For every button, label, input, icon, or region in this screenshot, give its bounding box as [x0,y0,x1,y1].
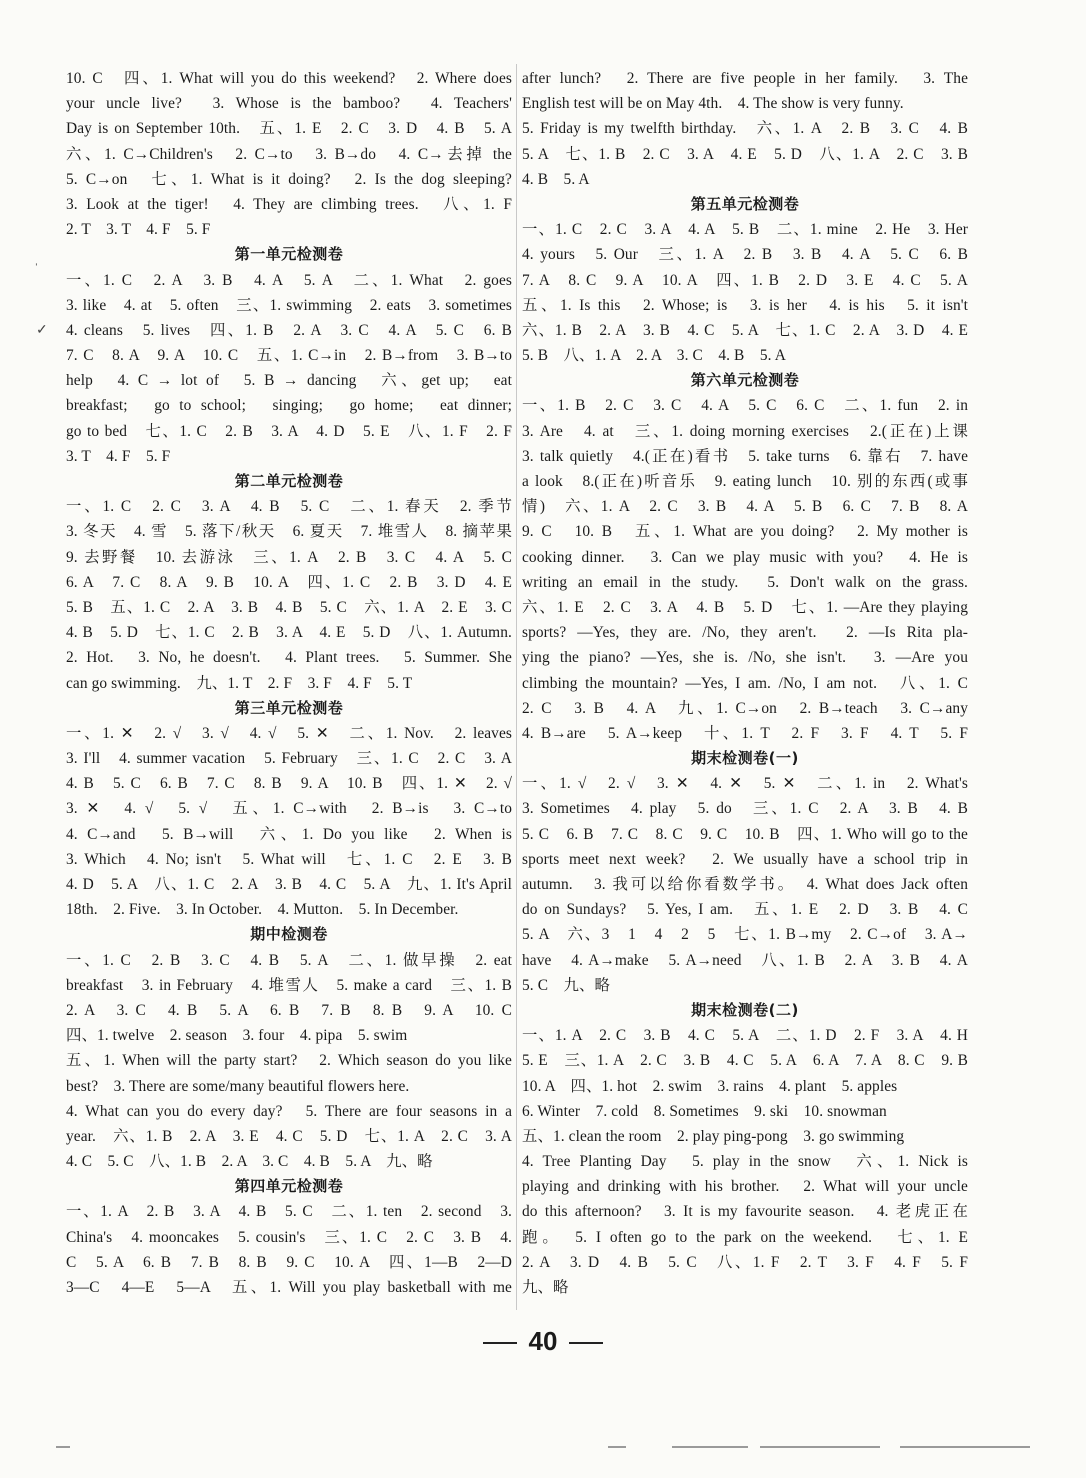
answer-line: do this afternoon? 3. It is my favourite season. 4. 老虎正在 [522,1203,968,1221]
section-heading: 第一单元检测卷 [234,245,344,264]
answer-line: 5. B 八、1. A 2. A 3. C 4. B 5. A [522,347,786,365]
answer-line: have 4. A→make 5. A→need 八、1. B 2. A 3. B 4. A [522,951,968,969]
right-column [522,66,968,1300]
answer-line: 一、1. C 2. C 3. A 4. B 5. C 二、1. 春天 2. 季节 [66,498,512,516]
answer-line: 一、1. ✕ 2. √ 3. √ 4. √ 5. ✕ 二、1. Nov. 2. leaves [66,724,512,742]
answer-line: 一、1. A 2. B 3. A 4. B 5. C 二、1. ten 2. second 3. [66,1203,512,1221]
answer-line: autumn. 3. 我可以给你看数学书。 4. What does Jack often [522,876,968,893]
answer-line: C 5. A 6. B 7. B 8. B 9. C 10. A 四、1—B 2—D [66,1253,512,1271]
answer-line: 2. C 3. B 4. A 九、1. C→on 2. B→teach 3. C→any [522,699,968,717]
answer-line: a look 8.(正在)听音乐 9. eating lunch 10. 别的东西(或事 [522,473,968,490]
answer-line: Day is on September 10th. 五、1. E 2. C 3. D 4. B 5. A [66,120,512,138]
answer-line: your uncle live? 3. Whose is the bamboo? 4. Teachers' [66,95,512,113]
answer-line: English test will be on May 4th. 4. The show is very funny. [522,95,904,113]
answer-line: 5. E 三、1. A 2. C 3. B 4. C 5. A 6. A 7. A 8. C 9. B [522,1052,968,1070]
answer-line: 5. C 九、略 [522,976,611,994]
answer-line: 9. 去野餐 10. 去游泳 三、1. A 2. B 3. C 4. A 5. C [66,548,512,566]
answer-line: 5. A 六、3 1 4 2 5 七、1. B→my 2. C→of 3. A→ [522,926,968,944]
answer-line: sports meet next week? 2. We usually have a school trip in [522,850,968,868]
answer-line: ying the piano? —Yes, she is. /No, she isn't. 3. —Are you [522,649,968,667]
answer-line: 3. Which 4. No; isn't 5. What will 七、1. C 2. E 3. B [66,850,512,868]
answer-line: 4. B 5. C 6. B 7. C 8. B 9. A 10. B 四、1. ✕ 2. √ [66,775,512,793]
footer-rule [760,1446,880,1448]
answer-line: help 4. C → lot of 5. B → dancing 六、get up; eat [66,372,512,390]
answer-line: 3. ✕ 4. √ 5. √ 五、1. C→with 2. B→is 3. C→to [66,800,512,818]
column-divider [516,64,517,1310]
answer-line: 3. T 4. F 5. F [66,447,171,465]
answer-line: 4. B→are 5. A→keep 十、1. T 2. F 3. F 4. T 5. F [522,724,968,742]
answer-line: 2. A 3. C 4. B 5. A 6. B 7. B 8. B 9. A 10. C [66,1001,512,1019]
answer-line: 一、1. C 2. B 3. C 4. B 5. A 二、1. 做早操 2. eat [66,951,512,969]
section-heading: 期末检测卷(二) [691,1000,799,1019]
answer-line: 10. C 四、1. What will you do this weekend? 2. Where does [66,70,512,87]
answer-line: 九、略 [522,1279,569,1296]
answer-line: 4. Tree Planting Day 5. play in the snow 六、1. Nick is [522,1153,968,1171]
page-number [0,1326,1086,1357]
answer-line: 3. I'll 4. summer vacation 5. February 三、1. C 2. C 3. A [66,750,512,768]
answer-line: 一、1. √ 2. √ 3. ✕ 4. ✕ 5. ✕ 二、1. in 2. What's [522,775,968,793]
section-heading: 第五单元检测卷 [690,194,800,213]
answer-line: 3. talk quietly 4.(正在)看书 5. take turns 6. 靠右 7. have [522,447,968,465]
answer-line: 3. 冬天 4. 雪 5. 落下/秋天 6. 夏天 7. 堆雪人 8. 摘苹果 [66,523,512,541]
answer-line: 2. Hot. 3. No, he doesn't. 4. Plant trees. 5. Summer. She [66,649,512,667]
answer-line: go to bed 七、1. C 2. B 3. A 4. D 5. E 八、1. F 2. F [66,422,512,440]
left-column [66,66,512,1300]
answer-line: 一、1. C 2. C 3. A 4. A 5. B 二、1. mine 2. He 3. Her [522,221,968,239]
answer-line: 情) 六、1. A 2. C 3. B 4. A 5. B 6. C 7. B 8. A [522,498,968,516]
answer-line: 6. A 7. C 8. A 9. B 10. A 四、1. C 2. B 3. D 4. E [66,573,512,591]
answer-line: cooking dinner. 3. Can we play music with you? 4. He is [522,548,968,566]
footer-rule [56,1446,70,1448]
section-heading: 第六单元检测卷 [690,371,800,390]
answer-line: 3. like 4. at 5. often 三、1. swimming 2. eats 3. sometimes [66,296,512,314]
answer-line: 一、1. A 2. C 3. B 4. C 5. A 二、1. D 2. F 3. A 4. H [522,1027,968,1045]
answer-line: 3. Sometimes 4. play 5. do 三、1. C 2. A 3. B 4. B [522,800,968,818]
footer-rule [608,1446,626,1448]
answer-line: 五、1. clean the room 2. play ping-pong 3. go swimming [522,1127,905,1145]
answer-line: breakfast; go to school; singing; go home; eat dinner; [66,397,512,415]
answer-line: breakfast 3. in February 4. 堆雪人 5. make a card 三、1. B [66,976,512,994]
answer-line: climbing the mountain? —Yes, I am. /No, I am not. 八、1. C [522,674,968,692]
answer-line: 5. Friday is my twelfth birthday. 六、1. A 2. B 3. C 4. B [522,120,968,138]
answer-line: 2. A 3. D 4. B 5. C 八、1. F 2. T 3. F 4. F 5. F [522,1253,968,1271]
section-heading: 第二单元检测卷 [234,472,344,490]
answer-line: 一、1. B 2. C 3. C 4. A 5. C 6. C 二、1. fun 2. in [522,397,968,415]
answer-line: 4. cleans 5. lives 四、1. B 2. A 3. C 4. A 5. C 6. B [66,321,512,339]
answer-line: 4. B 5. A [522,170,590,188]
answer-line: 7. A 8. C 9. A 10. A 四、1. B 2. D 3. E 4. C 5. A [522,271,968,289]
answer-line: can go swimming. 九、1. T 2. F 3. F 4. F 5. T [66,674,413,692]
answer-line: 4. yours 5. Our 三、1. A 2. B 3. B 4. A 5. C 6. B [522,246,968,264]
answer-line: best? 3. There are some/many beautiful flowers here. [66,1077,410,1095]
answer-line: 2. T 3. T 4. F 5. F [66,221,211,239]
answer-line: 六、1. B 2. A 3. B 4. C 5. A 七、1. C 2. A 3. D 4. E [522,321,968,339]
answer-line: 3. Are 4. at 三、1. doing morning exercises 2.(正在)上课 [522,422,968,440]
answer-line: 4. D 5. A 八、1. C 2. A 3. B 4. C 5. A 九、1. It's April [66,876,512,893]
answer-line: 5. B 五、1. C 2. A 3. B 4. B 5. C 六、1. A 2. E 3. C [66,598,512,616]
answer-line: 10. A 四、1. hot 2. swim 3. rains 4. plant 5. apples [522,1077,898,1095]
answer-line: 3—C 4—E 5—A 五、1. Will you play basketball with me [66,1279,512,1296]
footer-rule [672,1446,748,1448]
answer-line: 7. C 8. A 9. A 10. C 五、1. C→in 2. B→from 3. B→to [66,347,512,365]
answer-line: 9. C 10. B 五、1. What are you doing? 2. My mother is [522,523,968,541]
answer-line: 18th. 2. Five. 3. In October. 4. Mutton. 5. In December. [66,901,459,919]
answer-line: 5. C 6. B 7. C 8. C 9. C 10. B 四、1. Who will go to the [522,825,968,843]
answer-line: 5. A 七、1. B 2. C 3. A 4. E 5. D 八、1. A 2. C 3. B [522,145,968,163]
answer-line: 4. C→and 5. B→will 六、1. Do you like 2. When is [66,825,512,843]
answer-line: 一、1. C 2. A 3. B 4. A 5. A 二、1. What 2. goes [66,271,512,289]
answer-line: 4. C 5. C 八、1. B 2. A 3. C 4. B 5. A 九、略 [66,1153,433,1171]
answer-line: 4. What can you do every day? 5. There are four seasons in a [66,1102,512,1120]
section-heading: 期末检测卷(一) [691,749,799,768]
answer-line: 6. Winter 7. cold 8. Sometimes 9. ski 10. snowman [522,1102,887,1120]
answer-line: 五、1. When will the party start? 2. Which season do you like [66,1052,512,1070]
answer-line: writing an email in the study. 5. Don't walk on the grass. [522,573,968,591]
answer-line: 五、1. Is this 2. Whose; is 3. is her 4. is his 5. it isn't [522,296,968,314]
page-number-dash-left [483,1342,517,1344]
page-number-dash-right [569,1342,603,1344]
answer-line: do on Sundays? 5. Yes, I am. 五、1. E 2. D 3. B 4. C [522,901,968,919]
section-heading: 第三单元检测卷 [234,698,344,717]
answer-line: 六、1. C→Children's 2. C→to 3. B→do 4. C→去掉 the [66,145,512,163]
answer-line: year. 六、1. B 2. A 3. E 4. C 5. D 七、1. A 2. C 3. A [66,1127,512,1145]
answer-line: 3. Look at the tiger! 4. They are climbing trees. 八、1. F [66,195,512,213]
answer-line: 四、1. twelve 2. season 3. four 4. pipa 5. swim [66,1027,408,1045]
answer-line: 跑。 5. I often go to the park on the weekend. 七、1. E [522,1228,968,1246]
answer-line: after lunch? 2. There are five people in her family. 3. The [522,70,968,87]
answer-line: sports? —Yes, they are. /No, they aren't. 2. —Is Rita pla- [522,624,968,642]
page-number-value: 40 [528,1326,558,1356]
section-heading: 期中检测卷 [250,925,328,944]
answer-line: 六、1. E 2. C 3. A 4. B 5. D 七、1. —Are they playing [522,598,968,616]
margin-mark-icon: ˈ [34,262,39,277]
section-heading: 第四单元检测卷 [234,1177,344,1196]
footer-rule [900,1446,1030,1448]
answer-line: 5. C→on 七、1. What is it doing? 2. Is the dog sleeping? [66,170,512,188]
answer-line: 4. B 5. D 七、1. C 2. B 3. A 4. E 5. D 八、1. Autumn. [66,624,512,642]
answer-line: China's 4. mooncakes 5. cousin's 三、1. C 2. C 3. B 4. [66,1228,512,1246]
margin-check-icon: ✓ [36,323,48,338]
answer-line: playing and drinking with his brother. 2. What will your uncle [522,1178,968,1196]
